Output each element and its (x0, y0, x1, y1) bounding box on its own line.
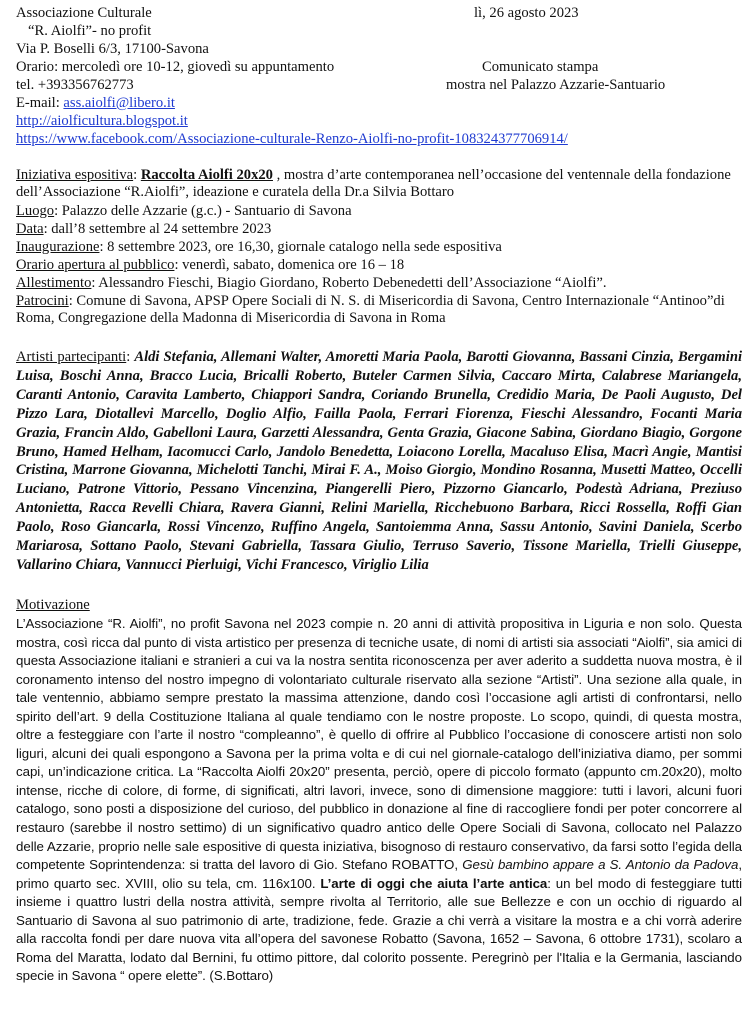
data-text: : dall’8 settembre al 24 settembre 2023 (43, 221, 272, 237)
email-label: E-mail: (16, 95, 64, 111)
email-link[interactable]: ass.aiolfi@libero.it (63, 95, 175, 111)
exhibition-venue-label: mostra nel Palazzo Azzarie-Santuario (446, 77, 666, 93)
info-orario (16, 257, 742, 274)
data-label: Data (16, 221, 44, 237)
info-luogo (16, 203, 742, 220)
iniziativa-text: , mostra d’arte contemporanea nell’occasione del ventennale della fondazione dell’Associazione “R.Aiolfi”, ideazione e curatela della Dr.a Silvia Bottaro (16, 167, 731, 201)
info-iniziativa: Iniziativa espositiva: Raccolta Aiolfi 20x20 , mostra d’arte contemporanea nell’occasione del ventennale della fondazione dell’Associazione “R.Aiolfi”, ideazione e curatela della Dr.a Silvia Bottaro (16, 167, 731, 201)
motivazione-part2: , primo quarto sec. XVIII, olio su tela, cm. 116x100. (16, 857, 743, 891)
org-address: Via P. Boselli 6/3, 17100-Savona (16, 41, 209, 57)
blog-link[interactable]: http://aiolficultura.blogspot.it (16, 113, 188, 129)
org-email-line (16, 95, 175, 112)
orario-text: : venerdì, sabato, domenica ore 16 – 18 (174, 257, 405, 273)
iniziativa-title: Raccolta Aiolfi 20x20 (140, 167, 273, 183)
motivazione-title: Motivazione (16, 597, 90, 613)
artwork-title: Gesù bambino appare a S. Antonio da Padova (462, 857, 739, 873)
patrocini-label: Patrocini (16, 293, 69, 309)
motivazione-part1: L’Associazione “R. Aiolfi”, no profit Savona nel 2023 compie n. 20 anni di attività propositiva in Liguria e non solo. Questa mostra, così ricca dal punto di vista artistico per presenza di tecniche usate, di nomi di artisti sia associati “Aiolfi”, sia amici di questa Associazione italiani e stranieri a cui va la nostra sentita riconoscenza per aver aderito a suddetta nuova mostra, è il coronamento intenso del nostro impegno di volontariato culturale riservato alla sezione “Artisti”. Una sezione alla quale, in tale ventennio, abbiamo sempre prestato la massima attenzione, dando così l’occasione agli artisti di confrontarsi, nello spirito dell’art. 9 della Costituzione Italiana al quale tendiamo con le nostre proposte. Lo scopo, quindi, di questa mostra, oltre a festeggiare con l’arte il nostro “compleanno”, è quello di offrire al Pubblico l’occasione di conoscere artisti non solo liguri, alcuni dei quali espongono a Savona per la prima volta e di cui nel giornale-catalogo dell’iniziativa diamo, per sommi capi, un’indicazione critica. La “Raccolta Aiolfi 20x20” presenta, perciò, opere di piccolo formato (appunto cm.20x20), molto intense, ricche di colore, di forme, di significati, altri lavori, invece, sono di dimensione maggiore: tutti i lavori, alcuni fuori catalogo, sono posti a disposizione del curioso, del pubblico in donazione al fine di raccogliere fondi per poter concorrere al restauro (sarebbe il nostro settimo) di un significativo quadro antico delle Opere Sociali di Savona, collocato nel Palazzo delle Azzarie, proprio nelle sale espositive di questa iniziativa, bisognoso di restauro conservativo, da farsi sotto l’egida della competente Soprintendenza: si tratta del lavoro di Gio. Stefano ROBATTO, (16, 616, 742, 873)
org-tel: tel. +393356762773 (16, 77, 134, 93)
luogo-label: Luogo (16, 203, 55, 219)
luogo-text: : Palazzo delle Azzarie (g.c.) - Santuario di Savona (54, 203, 352, 219)
press-release-label: Comunicato stampa (482, 59, 599, 75)
info-data (16, 221, 742, 238)
motivazione-part3: : un bel modo di festeggiare tutti insieme i quattro lustri della nostra attività, sempre rivolta al Territorio, alle sue Bellezze e con un occhio di riguardo al Santuario di Savona al suo patrimonio di arte, tradizione, fede. Grazie a chi verrà a visitare la mostra e a chi vorrà aderire alla raccolta fondi per dare nuova vita all’opera del savonese Robatto (Savona, 1652 – Savona, 6 ottobre 1731), scolaro a Roma del Maratta, lodato dal Bernini, fu ottimo pittore, dal colorito possente. Peregrinò per l'Italia e la Germania, lasciando specie in Savona “ opere elette”. (S.Bottaro) (16, 875, 742, 984)
iniziativa-label: Iniziativa espositiva (16, 167, 134, 183)
info-patrocini (16, 293, 742, 328)
motivazione-body (16, 615, 742, 986)
info-allestimento (16, 275, 742, 292)
facebook-link[interactable]: https://www.facebook.com/Associazione-culturale-Renzo-Aiolfi-no-profit-108324377706914/ (16, 131, 568, 147)
orario-label: Orario apertura al pubblico (16, 257, 175, 273)
blog-link-line (16, 113, 188, 130)
org-name-line2: “R. Aiolfi”- no profit (28, 23, 152, 39)
inaugurazione-text: : 8 settembre 2023, ore 16,30, giornale catalogo nella sede espositiva (99, 239, 502, 255)
release-date: lì, 26 agosto 2023 (474, 5, 579, 21)
info-inaugurazione (16, 239, 742, 256)
org-hours: Orario: mercoledì ore 10-12, giovedì su appuntamento (16, 59, 335, 75)
artists-label: Artisti partecipanti (16, 349, 127, 365)
inaugurazione-label: Inaugurazione (16, 239, 100, 255)
allestimento-text: : Alessandro Fieschi, Biagio Giordano, Roberto Debenedetti dell’Associazione “Aiolfi”. (91, 275, 607, 291)
artists-list: Aldi Stefania, Allemani Walter, Amoretti Maria Paola, Barotti Giovanna, Bassani Cinzia, Bergamini Luisa, Boschi Anna, Bracco Lucia, Bricalli Roberto, Buteler Carmen Silvia, Caccaro Mirta, Calabrese Mariangela, Caranti Antonio, Caravita Lamberto, Chiappori Sandra, Coriando Brunella, Credidio Maria, De Paoli Augusto, Del Pizzo Lara, Diotallevi Marcello, Doglio Alfio, Failla Paola, Ferrari Fiorenza, Fieschi Alessandro, Focanti Maria Grazia, Francin Aldo, Gabelloni Laura, Garzetti Alessandra, Genta Grazia, Giacone Sabina, Giordano Biagio, Gorgone Bruno, Hamed Helham, Iacomucci Carlo, Jandolo Benedetta, Loiacono Lorella, Macaluso Elisa, Macrì Angie, Mantisi Cristina, Marrone Giovanna, Michelotti Tanchi, Mirai F. A., Moiso Giorgio, Mondino Rosanna, Musetti Matteo, Occelli Luciano, Patrone Vittorio, Pessano Vincenzina, Piangerelli Piero, Pizzorno Giancarlo, Podestà Adriana, Preziuso Antonietta, Racca Revelli Chiara, Ravera Gianni, Relini Mariella, Ricchebuono Barbara, Ricci Rossella, Roffi Gian Paolo, Roso Giancarla, Rossi Vincenzo, Ruffino Angela, Santoiemma Anna, Sassu Antonio, Savini Daniela, Scerbo Mariarosa, Sottano Paolo, Stevani Gabriella, Tassara Giulio, Terruso Saverio, Tissone Mariella, Trielli Giuseppe, Vallarino Chiara, Vannucci Pierluigi, Vichi Francesco, Viriglio Lilia (16, 349, 743, 573)
artists-colon: : (126, 349, 135, 365)
facebook-link-line (16, 131, 568, 148)
motivazione-bold-phrase: L’arte di oggi che aiuta l’arte antica (320, 875, 548, 891)
artists-paragraph (16, 348, 742, 575)
org-name-line1: Associazione Culturale (16, 5, 152, 21)
patrocini-text: : Comune di Savona, APSP Opere Sociali di N. S. di Misericordia di Savona, Centro Internazionale “Antinoo”di Roma, Congregazione della Madonna di Misericordia di Savona in Roma (16, 293, 725, 327)
allestimento-label: Allestimento (16, 275, 92, 291)
